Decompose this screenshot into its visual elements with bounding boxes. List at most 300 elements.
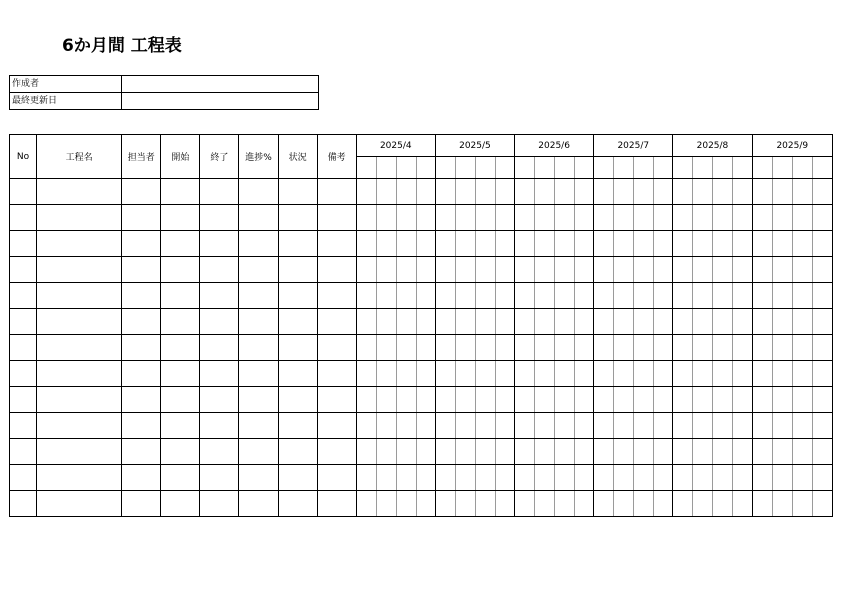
progress-cell[interactable] [239,413,278,439]
gantt-cell[interactable] [435,439,455,465]
gantt-cell[interactable] [594,179,614,205]
start-cell[interactable] [161,361,200,387]
gantt-cell[interactable] [455,231,475,257]
gantt-cell[interactable] [594,387,614,413]
progress-cell[interactable] [239,387,278,413]
gantt-cell[interactable] [693,491,713,517]
progress-cell[interactable] [239,309,278,335]
gantt-cell[interactable] [455,465,475,491]
gantt-cell[interactable] [575,465,594,491]
start-cell[interactable] [161,231,200,257]
gantt-cell[interactable] [515,231,535,257]
gantt-cell[interactable] [475,439,495,465]
gantt-cell[interactable] [575,179,594,205]
gantt-cell[interactable] [713,205,733,231]
gantt-cell[interactable] [792,465,812,491]
gantt-cell[interactable] [356,231,376,257]
gantt-cell[interactable] [495,335,514,361]
owner-cell[interactable] [122,335,161,361]
no-cell[interactable] [10,361,37,387]
gantt-cell[interactable] [752,413,772,439]
gantt-cell[interactable] [594,205,614,231]
progress-cell[interactable] [239,231,278,257]
gantt-cell[interactable] [495,283,514,309]
gantt-cell[interactable] [356,387,376,413]
note-cell[interactable] [317,179,356,205]
gantt-cell[interactable] [792,491,812,517]
gantt-cell[interactable] [614,491,634,517]
gantt-cell[interactable] [614,335,634,361]
gantt-cell[interactable] [654,439,673,465]
gantt-cell[interactable] [495,157,514,179]
gantt-cell[interactable] [693,465,713,491]
name-cell[interactable] [37,257,122,283]
status-cell[interactable] [278,361,317,387]
gantt-cell[interactable] [792,309,812,335]
gantt-cell[interactable] [594,309,614,335]
gantt-cell[interactable] [555,361,575,387]
gantt-cell[interactable] [495,491,514,517]
gantt-cell[interactable] [752,439,772,465]
gantt-cell[interactable] [356,465,376,491]
gantt-cell[interactable] [495,205,514,231]
gantt-cell[interactable] [634,491,654,517]
note-cell[interactable] [317,257,356,283]
gantt-cell[interactable] [614,157,634,179]
start-cell[interactable] [161,335,200,361]
gantt-cell[interactable] [614,257,634,283]
name-cell[interactable] [37,205,122,231]
name-cell[interactable] [37,283,122,309]
gantt-cell[interactable] [376,335,396,361]
status-cell[interactable] [278,179,317,205]
gantt-cell[interactable] [733,361,752,387]
gantt-cell[interactable] [396,335,416,361]
gantt-cell[interactable] [634,387,654,413]
gantt-cell[interactable] [515,439,535,465]
gantt-cell[interactable] [693,205,713,231]
gantt-cell[interactable] [416,465,435,491]
status-cell[interactable] [278,231,317,257]
gantt-cell[interactable] [812,413,832,439]
gantt-cell[interactable] [455,283,475,309]
gantt-cell[interactable] [435,361,455,387]
gantt-cell[interactable] [693,413,713,439]
no-cell[interactable] [10,231,37,257]
gantt-cell[interactable] [555,309,575,335]
gantt-cell[interactable] [752,387,772,413]
gantt-cell[interactable] [752,309,772,335]
meta-value[interactable] [122,76,319,93]
owner-cell[interactable] [122,283,161,309]
note-cell[interactable] [317,387,356,413]
gantt-cell[interactable] [376,491,396,517]
gantt-cell[interactable] [594,231,614,257]
gantt-cell[interactable] [356,179,376,205]
start-cell[interactable] [161,179,200,205]
end-cell[interactable] [200,413,239,439]
gantt-cell[interactable] [376,283,396,309]
start-cell[interactable] [161,387,200,413]
gantt-cell[interactable] [673,465,693,491]
gantt-cell[interactable] [614,413,634,439]
gantt-cell[interactable] [752,231,772,257]
gantt-cell[interactable] [356,335,376,361]
gantt-cell[interactable] [654,157,673,179]
gantt-cell[interactable] [535,439,555,465]
gantt-cell[interactable] [772,439,792,465]
gantt-cell[interactable] [673,231,693,257]
gantt-cell[interactable] [535,387,555,413]
name-cell[interactable] [37,335,122,361]
no-cell[interactable] [10,179,37,205]
gantt-cell[interactable] [475,335,495,361]
gantt-cell[interactable] [634,335,654,361]
gantt-cell[interactable] [396,413,416,439]
gantt-cell[interactable] [673,257,693,283]
gantt-cell[interactable] [535,283,555,309]
gantt-cell[interactable] [792,231,812,257]
gantt-cell[interactable] [733,491,752,517]
gantt-cell[interactable] [555,413,575,439]
end-cell[interactable] [200,439,239,465]
gantt-cell[interactable] [396,491,416,517]
progress-cell[interactable] [239,283,278,309]
gantt-cell[interactable] [435,205,455,231]
status-cell[interactable] [278,257,317,283]
gantt-cell[interactable] [396,465,416,491]
gantt-cell[interactable] [812,231,832,257]
status-cell[interactable] [278,439,317,465]
end-cell[interactable] [200,231,239,257]
note-cell[interactable] [317,231,356,257]
gantt-cell[interactable] [495,413,514,439]
gantt-cell[interactable] [475,283,495,309]
gantt-cell[interactable] [614,309,634,335]
gantt-cell[interactable] [376,205,396,231]
gantt-cell[interactable] [654,387,673,413]
gantt-cell[interactable] [475,157,495,179]
gantt-cell[interactable] [772,387,792,413]
gantt-cell[interactable] [654,231,673,257]
gantt-cell[interactable] [634,283,654,309]
name-cell[interactable] [37,413,122,439]
gantt-cell[interactable] [495,439,514,465]
gantt-cell[interactable] [416,361,435,387]
gantt-cell[interactable] [435,283,455,309]
gantt-cell[interactable] [376,257,396,283]
gantt-cell[interactable] [713,335,733,361]
gantt-cell[interactable] [555,157,575,179]
gantt-cell[interactable] [752,157,772,179]
gantt-cell[interactable] [455,257,475,283]
gantt-cell[interactable] [654,491,673,517]
gantt-cell[interactable] [772,491,792,517]
gantt-cell[interactable] [733,413,752,439]
gantt-cell[interactable] [396,309,416,335]
gantt-cell[interactable] [594,361,614,387]
gantt-cell[interactable] [416,309,435,335]
owner-cell[interactable] [122,491,161,517]
gantt-cell[interactable] [376,387,396,413]
gantt-cell[interactable] [634,465,654,491]
gantt-cell[interactable] [673,387,693,413]
gantt-cell[interactable] [376,179,396,205]
gantt-cell[interactable] [495,465,514,491]
gantt-cell[interactable] [594,157,614,179]
gantt-cell[interactable] [396,283,416,309]
gantt-cell[interactable] [515,465,535,491]
progress-cell[interactable] [239,335,278,361]
status-cell[interactable] [278,465,317,491]
gantt-cell[interactable] [634,309,654,335]
status-cell[interactable] [278,205,317,231]
gantt-cell[interactable] [713,283,733,309]
gantt-cell[interactable] [614,179,634,205]
start-cell[interactable] [161,309,200,335]
gantt-cell[interactable] [475,491,495,517]
gantt-cell[interactable] [555,465,575,491]
gantt-cell[interactable] [713,157,733,179]
gantt-cell[interactable] [614,231,634,257]
gantt-cell[interactable] [575,413,594,439]
gantt-cell[interactable] [535,157,555,179]
gantt-cell[interactable] [673,205,693,231]
gantt-cell[interactable] [575,335,594,361]
owner-cell[interactable] [122,413,161,439]
gantt-cell[interactable] [693,335,713,361]
gantt-cell[interactable] [535,361,555,387]
gantt-cell[interactable] [693,387,713,413]
gantt-cell[interactable] [654,283,673,309]
gantt-cell[interactable] [733,309,752,335]
gantt-cell[interactable] [435,335,455,361]
gantt-cell[interactable] [396,439,416,465]
status-cell[interactable] [278,413,317,439]
gantt-cell[interactable] [396,205,416,231]
start-cell[interactable] [161,491,200,517]
gantt-cell[interactable] [435,257,455,283]
gantt-cell[interactable] [733,179,752,205]
gantt-cell[interactable] [654,179,673,205]
gantt-cell[interactable] [713,387,733,413]
end-cell[interactable] [200,257,239,283]
gantt-cell[interactable] [792,361,812,387]
progress-cell[interactable] [239,257,278,283]
gantt-cell[interactable] [455,413,475,439]
gantt-cell[interactable] [673,439,693,465]
gantt-cell[interactable] [713,231,733,257]
gantt-cell[interactable] [792,439,812,465]
gantt-cell[interactable] [575,283,594,309]
gantt-cell[interactable] [693,257,713,283]
gantt-cell[interactable] [733,157,752,179]
owner-cell[interactable] [122,257,161,283]
gantt-cell[interactable] [792,179,812,205]
gantt-cell[interactable] [733,283,752,309]
gantt-cell[interactable] [475,465,495,491]
gantt-cell[interactable] [455,387,475,413]
note-cell[interactable] [317,205,356,231]
gantt-cell[interactable] [614,283,634,309]
gantt-cell[interactable] [772,205,792,231]
gantt-cell[interactable] [455,179,475,205]
gantt-cell[interactable] [673,361,693,387]
gantt-cell[interactable] [515,387,535,413]
gantt-cell[interactable] [416,179,435,205]
gantt-cell[interactable] [772,257,792,283]
gantt-cell[interactable] [673,413,693,439]
gantt-cell[interactable] [673,157,693,179]
gantt-cell[interactable] [455,205,475,231]
end-cell[interactable] [200,491,239,517]
gantt-cell[interactable] [376,361,396,387]
gantt-cell[interactable] [396,231,416,257]
gantt-cell[interactable] [515,157,535,179]
gantt-cell[interactable] [733,465,752,491]
name-cell[interactable] [37,361,122,387]
gantt-cell[interactable] [356,413,376,439]
gantt-cell[interactable] [535,335,555,361]
note-cell[interactable] [317,309,356,335]
gantt-cell[interactable] [376,231,396,257]
gantt-cell[interactable] [752,257,772,283]
gantt-cell[interactable] [792,335,812,361]
gantt-cell[interactable] [713,361,733,387]
gantt-cell[interactable] [555,205,575,231]
gantt-cell[interactable] [356,361,376,387]
end-cell[interactable] [200,335,239,361]
start-cell[interactable] [161,283,200,309]
name-cell[interactable] [37,179,122,205]
gantt-cell[interactable] [356,257,376,283]
gantt-cell[interactable] [455,309,475,335]
gantt-cell[interactable] [416,231,435,257]
gantt-cell[interactable] [693,439,713,465]
gantt-cell[interactable] [555,335,575,361]
gantt-cell[interactable] [396,257,416,283]
gantt-cell[interactable] [416,335,435,361]
gantt-cell[interactable] [416,283,435,309]
gantt-cell[interactable] [693,179,713,205]
gantt-cell[interactable] [376,157,396,179]
gantt-cell[interactable] [495,179,514,205]
gantt-cell[interactable] [575,309,594,335]
gantt-cell[interactable] [713,413,733,439]
gantt-cell[interactable] [812,439,832,465]
gantt-cell[interactable] [535,179,555,205]
no-cell[interactable] [10,387,37,413]
gantt-cell[interactable] [396,361,416,387]
gantt-cell[interactable] [792,413,812,439]
gantt-cell[interactable] [693,309,713,335]
gantt-cell[interactable] [495,231,514,257]
end-cell[interactable] [200,283,239,309]
gantt-cell[interactable] [356,309,376,335]
gantt-cell[interactable] [752,335,772,361]
gantt-cell[interactable] [515,205,535,231]
status-cell[interactable] [278,491,317,517]
end-cell[interactable] [200,179,239,205]
gantt-cell[interactable] [634,179,654,205]
gantt-cell[interactable] [495,387,514,413]
gantt-cell[interactable] [416,491,435,517]
gantt-cell[interactable] [555,439,575,465]
meta-value[interactable] [122,93,319,110]
no-cell[interactable] [10,205,37,231]
no-cell[interactable] [10,309,37,335]
gantt-cell[interactable] [614,439,634,465]
no-cell[interactable] [10,439,37,465]
gantt-cell[interactable] [594,257,614,283]
gantt-cell[interactable] [772,361,792,387]
gantt-cell[interactable] [435,491,455,517]
gantt-cell[interactable] [555,491,575,517]
name-cell[interactable] [37,465,122,491]
gantt-cell[interactable] [535,257,555,283]
gantt-cell[interactable] [812,361,832,387]
gantt-cell[interactable] [515,257,535,283]
start-cell[interactable] [161,413,200,439]
end-cell[interactable] [200,465,239,491]
gantt-cell[interactable] [713,257,733,283]
gantt-cell[interactable] [733,335,752,361]
gantt-cell[interactable] [435,387,455,413]
owner-cell[interactable] [122,361,161,387]
gantt-cell[interactable] [673,335,693,361]
gantt-cell[interactable] [752,465,772,491]
gantt-cell[interactable] [693,283,713,309]
gantt-cell[interactable] [634,231,654,257]
note-cell[interactable] [317,413,356,439]
name-cell[interactable] [37,491,122,517]
no-cell[interactable] [10,413,37,439]
gantt-cell[interactable] [515,491,535,517]
gantt-cell[interactable] [435,179,455,205]
gantt-cell[interactable] [435,413,455,439]
gantt-cell[interactable] [575,387,594,413]
gantt-cell[interactable] [575,439,594,465]
gantt-cell[interactable] [772,231,792,257]
gantt-cell[interactable] [654,335,673,361]
gantt-cell[interactable] [356,205,376,231]
progress-cell[interactable] [239,179,278,205]
gantt-cell[interactable] [713,309,733,335]
gantt-cell[interactable] [376,413,396,439]
gantt-cell[interactable] [455,361,475,387]
gantt-cell[interactable] [614,387,634,413]
gantt-cell[interactable] [772,309,792,335]
gantt-cell[interactable] [594,283,614,309]
gantt-cell[interactable] [475,309,495,335]
gantt-cell[interactable] [515,309,535,335]
gantt-cell[interactable] [634,157,654,179]
gantt-cell[interactable] [515,413,535,439]
owner-cell[interactable] [122,387,161,413]
gantt-cell[interactable] [772,465,792,491]
gantt-cell[interactable] [435,231,455,257]
owner-cell[interactable] [122,205,161,231]
name-cell[interactable] [37,309,122,335]
owner-cell[interactable] [122,465,161,491]
gantt-cell[interactable] [455,439,475,465]
gantt-cell[interactable] [575,231,594,257]
gantt-cell[interactable] [515,361,535,387]
gantt-cell[interactable] [812,335,832,361]
no-cell[interactable] [10,335,37,361]
gantt-cell[interactable] [733,387,752,413]
gantt-cell[interactable] [713,439,733,465]
